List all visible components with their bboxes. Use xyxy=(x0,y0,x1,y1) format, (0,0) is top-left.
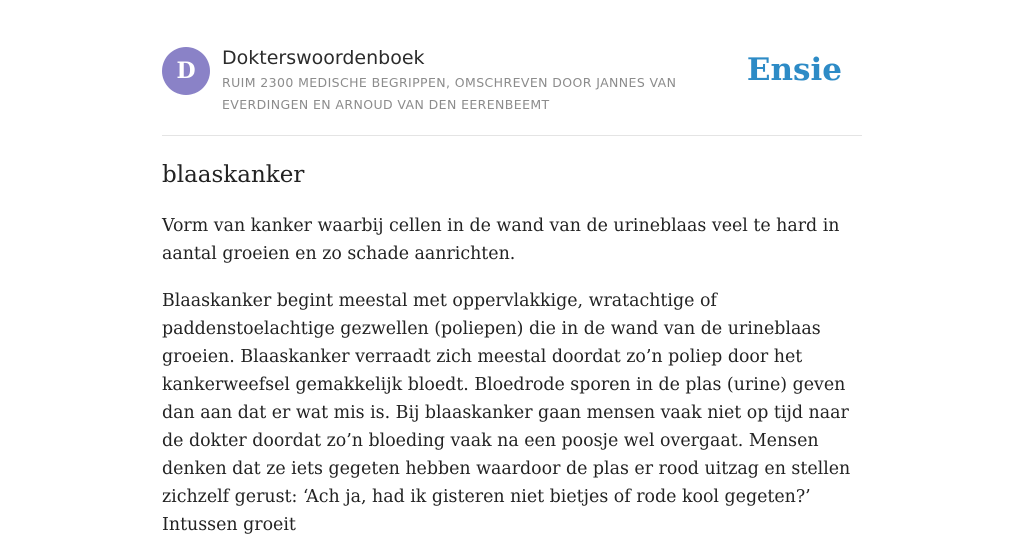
entry-definition xyxy=(162,212,862,558)
dictionary-name-link[interactable]: Dokterswoordenboek xyxy=(222,47,425,69)
dictionary-description: RUIM 2300 MEDISCHE BEGRIPPEN, OMSCHREVEN DOOR JANNES VAN EVERDINGEN EN ARNOUD VAN DEN EERENBEEMT xyxy=(222,75,677,112)
avatar[interactable]: D xyxy=(162,47,210,95)
entry-title: blaaskanker xyxy=(162,162,305,188)
ensie-logo-link[interactable]: Ensie xyxy=(746,52,842,88)
definition-paragraph: Blaaskanker begint meestal met oppervlakkige, wratachtige of paddenstoelachtige gezwellen (poliepen) die in de wand van de urineblaas groeien. Blaaskanker verraadt zich meestal doordat zo’n poliep door het kankerweefsel gemakkelijk bloedt. Bloedrode sporen in de plas (urine) geven dan aan dat er wat mis is. Bij blaaskanker gaan mensen vaak niet op tijd naar de dokter doordat zo’n bloeding vaak na een poosje wel overgaat. Mensen denken dat ze iets gegeten hebben waardoor de plas er rood uitzag en stellen zichzelf gerust: ‘Ach ja, had ik gisteren niet bietjes of rode kool gegeten?’ Intussen groeit xyxy=(162,291,851,535)
dictionary-header xyxy=(162,46,862,136)
definition-paragraph: Vorm van kanker waarbij cellen in de wand van de urineblaas veel te hard in aantal groeien en zo schade aanrichten. xyxy=(162,216,840,264)
